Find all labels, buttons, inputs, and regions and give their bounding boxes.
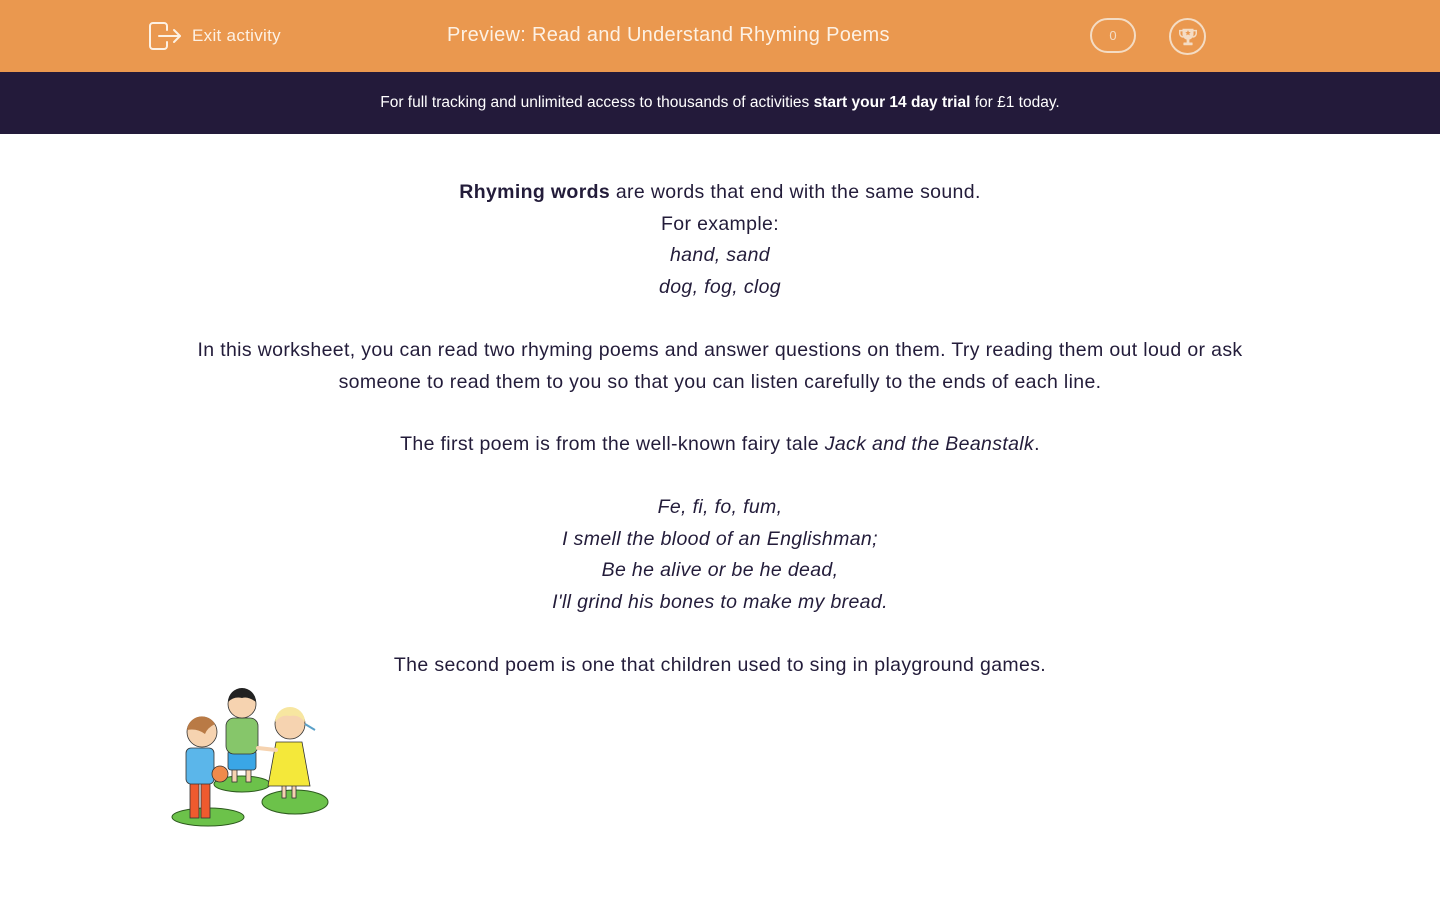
second-poem-intro: The second poem is one that children used to sing in playground games. (393, 653, 1047, 676)
poem-line-3-text: Be he alive or be he dead, (601, 559, 839, 582)
poem-line-2-text: I smell the blood of an Englishman; (562, 527, 878, 550)
example-2-text: dog, fog, clog (659, 276, 781, 299)
trophy-button[interactable] (1169, 18, 1206, 55)
intro-definition: are words that end with the same sound. (610, 181, 981, 203)
first-poem-source: Jack and the Beanstalk (824, 433, 1035, 456)
poem-line-2 (150, 524, 1290, 556)
poem-line-1-text: Fe, fi, fo, fum, (657, 495, 783, 518)
first-poem-intro-end: . (1034, 433, 1040, 456)
example-1 (150, 240, 1290, 272)
example-1-text: hand, sand (669, 244, 770, 267)
worksheet-description-line-1: In this worksheet, you can read two rhyming poems and answer questions on them. Try reading them out loud or ask (197, 338, 1243, 361)
banner-text-after: for £1 today. (970, 94, 1060, 111)
poem-line-4 (150, 587, 1290, 619)
banner-text (380, 94, 1059, 112)
worksheet-description-line-2: someone to read them to you so that you can listen carefully to the ends of each line. (338, 370, 1102, 393)
poem-line-1 (150, 492, 1290, 524)
score-value: 0 (1109, 28, 1117, 43)
first-poem-intro-text: The first poem is from the well-known fairy tale (400, 433, 825, 456)
page-title: Preview: Read and Understand Rhyming Poems (447, 24, 890, 46)
example-label: For example: (661, 212, 779, 235)
score-counter (1090, 18, 1136, 53)
example-2 (150, 272, 1290, 304)
exit-icon (148, 21, 182, 51)
intro-line (150, 177, 1290, 209)
top-bar (0, 0, 1440, 72)
banner-text-before: For full tracking and unlimited access to thousands of activities (380, 94, 814, 111)
trophy-icon (1177, 26, 1199, 48)
exit-activity-label: Exit activity (192, 26, 281, 45)
children-playing-illustration (168, 680, 334, 834)
activity-content (150, 177, 1290, 681)
start-trial-link[interactable]: start your 14 day trial (813, 94, 971, 111)
poem-line-4-text: I'll grind his bones to make my bread. (552, 591, 888, 614)
exit-activity-button[interactable] (148, 20, 281, 52)
first-poem-intro (150, 429, 1290, 461)
rhyming-words-term: Rhyming words (459, 181, 611, 203)
poem-line-3 (150, 555, 1290, 587)
trial-banner (0, 72, 1440, 134)
